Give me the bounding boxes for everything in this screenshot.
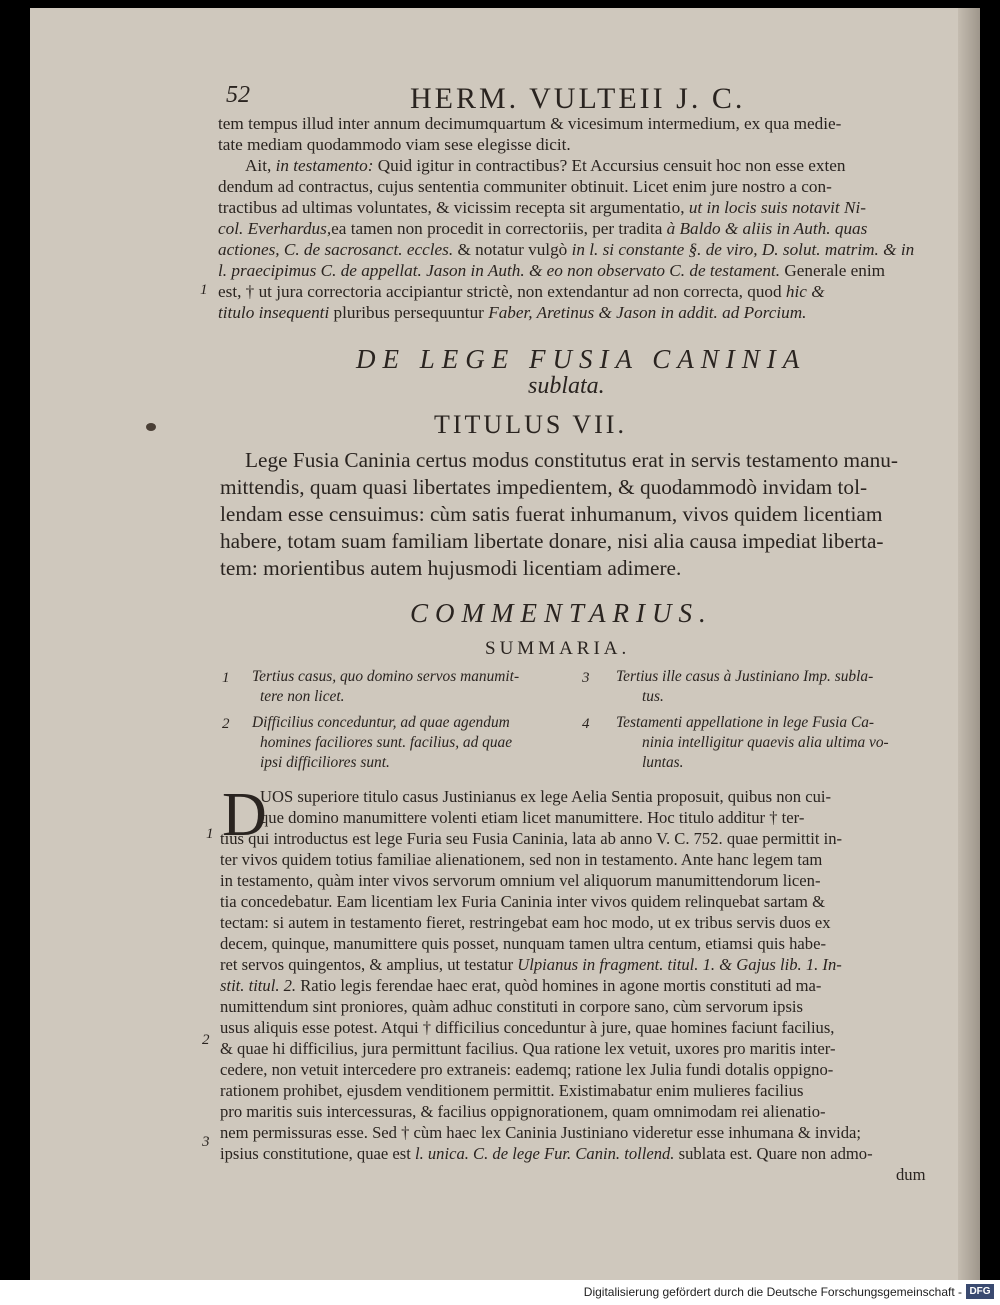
text-line: tia concedebatur. Eam licentiam lex Furia Caninia inter vivos quidem relinquebat sartam &: [220, 892, 826, 911]
text-line: tectam: si autem in testamento fieret, restringebat eam hoc modo, ut ex tribus servis duos ex: [220, 913, 831, 932]
summaria-text: Testamenti appellatione in lege Fusia Ca-: [616, 714, 875, 731]
summaria-number: 1: [222, 670, 230, 686]
commentarius-heading: COMMENTARIUS.: [410, 598, 713, 628]
text-line: & quae hi difficilius, jura permittunt facilius. Qua ratione lex vetuit, uxores pro maritis inter-: [220, 1039, 836, 1058]
catchword: dum: [896, 1165, 926, 1184]
section-subheading: sublata.: [528, 373, 605, 399]
summaria-text: tus.: [642, 688, 664, 705]
summaria-number: 4: [582, 716, 590, 732]
text-line: usus aliquis esse potest. Atqui † difficilius conceduntur à jure, quae homines faciunt facilius,: [220, 1018, 835, 1037]
text-line: nem permissuras esse. Sed † cùm haec lex Caninia Justiniano videretur esse inhumana & invida;: [220, 1123, 862, 1142]
text-line: l. praecipimus C. de appellat. Jason in Auth. & eo non observato C. de testament. Generale enim: [218, 261, 886, 280]
margin-number: 3: [202, 1134, 210, 1150]
footer-credit: Digitalisierung gefördert durch die Deutsche Forschungsgemeinschaft -: [583, 1285, 962, 1299]
text-line: que domino manumittere volenti etiam licet manumittere. Hoc titulo additur † ter-: [260, 808, 805, 827]
margin-number: 2: [202, 1032, 210, 1048]
summaria-text: ipsi difficiliores sunt.: [260, 754, 390, 771]
footer-bar: [0, 1280, 1000, 1305]
running-head: HERM. VULTEII J. C.: [410, 82, 746, 115]
text-line: in testamento, quàm inter vivos servorum omnium vel aliquorum manumittendorum licen-: [220, 871, 821, 890]
text-line: ipsius constitutione, quae est l. unica. C. de lege Fur. Canin. tollend. sublata est. Quare non admo-: [220, 1144, 873, 1163]
text-line: numittendum sint proniores, quàm adhuc constituti in corpore sano, cùm servorum ipsis: [220, 997, 803, 1016]
text-line: tius qui introductus est lege Furia seu Fusia Caninia, lata ab anno V. C. 752. quae permittit in-: [220, 829, 843, 848]
book-page: [30, 8, 980, 1280]
drop-cap: D: [222, 781, 267, 849]
summaria-text: Difficilius conceduntur, ad quae agendum: [252, 714, 510, 731]
ink-blot: [146, 423, 156, 431]
summaria-text: homines faciliores sunt. facilius, ad quae: [260, 734, 513, 751]
text-line: Ait, in testamento: Quid igitur in contractibus? Et Accursius censuit hoc non esse exten: [245, 156, 846, 175]
summaria-text: Tertius casus, quo domino servos manumit-: [252, 668, 520, 685]
margin-number: 1: [200, 282, 208, 298]
text-line: stit. titul. 2. Ratio legis ferendae haec erat, quòd homines in agone mortis constituti ad ma-: [220, 976, 822, 995]
titulus-heading: TITULUS VII.: [434, 410, 627, 439]
dfg-logo-icon: DFG: [966, 1284, 994, 1299]
text-line: cedere, non vetuit intercedere pro extraneis: eademq; ratione lex Julia fundi dotalis oppigno-: [220, 1060, 834, 1079]
text-line: pro maritis suis intercessuras, & facilius oppignorationem, quam omnimodam rei alienatio-: [220, 1102, 826, 1121]
law-line: mittendis, quam quasi libertates impedientem, & quodammodò invidam tol-: [220, 475, 868, 499]
text-line: col. Everhardus,ea tamen non procedit in correctoriis, per tradita à Baldo & aliis in Auth. quas: [218, 219, 868, 238]
text-line: actiones, C. de sacrosanct. eccles. & notatur vulgò in l. si constante §. de viro, D. solut. matrim. & in: [218, 240, 915, 259]
text-line: UOS superiore titulo casus Justinianus ex lege Aelia Sentia proposuit, quibus non cui-: [260, 787, 832, 806]
law-line: Lege Fusia Caninia certus modus constitutus erat in servis testamento manu-: [245, 448, 898, 472]
page-number: 52: [226, 82, 250, 108]
text-line: rationem prohibet, ejusdem venditionem permittit. Existimabatur enim mulieres facilius: [220, 1081, 804, 1100]
text-line: tem tempus illud inter annum decimumquartum & vicesimum intermedium, ex qua medie-: [218, 114, 842, 133]
text-line: decem, quinque, manumittere quis posset, nunquam tamen ultra centum, etiamsi quis habe-: [220, 934, 826, 953]
text-line: est, † ut jura correctoria accipiantur strictè, non extendantur ad non correcta, quod hic &: [218, 282, 825, 301]
law-line: habere, totam suam familiam libertate donare, nisi alia causa impediat liberta-: [220, 529, 884, 553]
summaria-heading: SUMMARIA.: [485, 638, 631, 659]
page-spine-shadow: [958, 8, 980, 1280]
text-line: ret servos quingentos, & amplius, ut testatur Ulpianus in fragment. titul. 1. & Gajus lib. 1. In-: [220, 955, 842, 974]
margin-number: 1: [206, 826, 214, 842]
summaria-text: luntas.: [642, 754, 684, 771]
text-line: tate mediam quodammodo viam sese elegisse dicit.: [218, 135, 571, 154]
law-line: lendam esse censuimus: cùm satis fuerat inhumanum, vivos quidem licentiam: [220, 502, 883, 526]
summaria-number: 2: [222, 716, 230, 732]
summaria-text: ninia intelligitur quaevis alia ultima vo-: [642, 734, 889, 751]
text-line: titulo insequenti pluribus persequuntur Faber, Aretinus & Jason in addit. ad Porcium.: [218, 303, 807, 322]
law-line: tem: morientibus autem hujusmodi licentiam adimere.: [220, 556, 682, 580]
text-line: tractibus ad ultimas voluntates, & vicissim recepta sit argumentatio, ut in locis suis notavit Ni-: [218, 198, 866, 217]
section-heading: DE LEGE FUSIA CANINIA: [356, 344, 807, 374]
summaria-text: Tertius ille casus à Justiniano Imp. subla-: [616, 668, 874, 685]
text-line: dendum ad contractus, cujus sententia communiter obtinuit. Licet enim jure nostro a con-: [218, 177, 832, 196]
summaria-number: 3: [582, 670, 590, 686]
summaria-text: tere non licet.: [260, 688, 345, 705]
text-line: ter vivos quidem totius familiae alienationem, sed non in testamento. Ante hanc legem tam: [220, 850, 823, 869]
